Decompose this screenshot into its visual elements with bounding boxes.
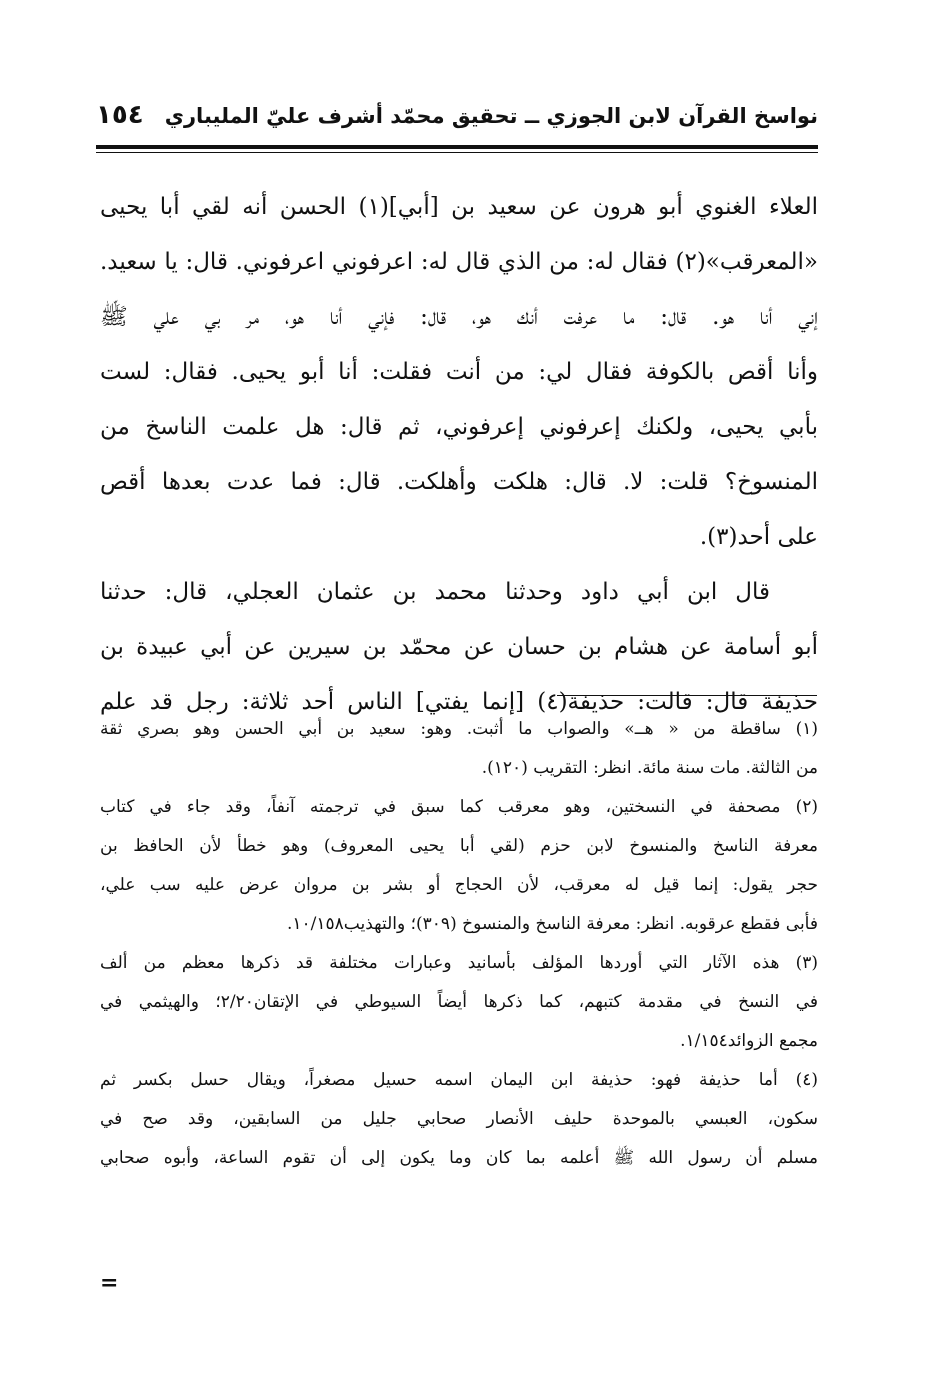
body-line: إني أنا هو. قال: ما عرفت أنك هو، قال: فإني أنا هو، مر بي علي ﷺ bbox=[100, 304, 818, 330]
body-line: حذيفة قال: قالت: حذيفة(٤) [إنما يفتي] الناس أحد ثلاثة: رجل قد علم bbox=[100, 689, 818, 715]
footnote-separator bbox=[557, 695, 817, 696]
footnote-line: سكون، العبسي بالموحدة حليف الأنصار صحابي جليل من السابقين، وقد صح في bbox=[100, 1109, 818, 1129]
header-rule-thick bbox=[96, 145, 818, 149]
body-line: على أحد(٣). bbox=[699, 524, 818, 550]
footnote-line: (١) ساقطة من « هــ» والصواب ما أثبت. وهو: سعيد بن أبي الحسن وهو بصري ثقة bbox=[100, 719, 818, 739]
body-line: أبو أسامة عن هشام بن حسان عن محمّد بن سيرين عن أبي عبيدة بن bbox=[100, 634, 818, 660]
footnote-line: معرفة الناسخ والمنسوخ لابن حزم (لقي أبا يحيى المعروف) وهو خطأ لأن الحافظ بن bbox=[100, 836, 818, 856]
footnotes bbox=[100, 710, 818, 1178]
footnote-line: مسلم أن رسول الله ﷺ أعلمه بما كان وما يكون إلى أن تقوم الساعة، وأبوه صحابي bbox=[100, 1148, 818, 1168]
footnote-line: (٤) أما حذيفة فهو: حذيفة ابن اليمان اسمه حسيل مصغراً، ويقال حسل بكسر ثم bbox=[100, 1070, 818, 1090]
body-line: وأنا أقص بالكوفة فقال لي: من أنت فقلت: أنا أبو يحيى. فقال: لست bbox=[100, 359, 818, 385]
running-title: نواسخ القرآن لابن الجوزي ــ تحقيق محمّد أشرف عليّ المليباري bbox=[164, 104, 818, 128]
footnote-line: حجر يقول: إنما قيل له معرقب، لأن الحجاج أو بشر بن مروان عرض عليه سب علي، bbox=[100, 875, 818, 895]
body-line: «المعرقب»(٢) فقال له: من الذي قال له: اعرفوني اعرفوني. قال: يا سعيد. bbox=[100, 249, 818, 275]
footnote-line: من الثالثة. مات سنة مائة. انظر: التقريب (١٢٠). bbox=[481, 758, 818, 778]
continuation-mark: = bbox=[100, 1270, 119, 1296]
header-rule-thin bbox=[96, 152, 818, 153]
footnote-line: (٣) هذه الآثار التي أوردها المؤلف بأسانيد وعبارات مختلفة قد ذكرها معظم من ألف bbox=[100, 953, 818, 973]
page-number: ١٥٤ bbox=[96, 100, 144, 130]
main-text bbox=[100, 180, 818, 730]
footnote-line: مجمع الزوائد١/١٥٤. bbox=[680, 1031, 818, 1051]
footnote-line: (٢) مصحفة في النسختين، وهو معرقب كما سبق في ترجمته آنفاً، وقد جاء في كتاب bbox=[100, 797, 818, 817]
page-header bbox=[96, 100, 818, 142]
body-line: العلاء الغنوي أبو هرون عن سعيد بن [أبي](١) الحسن أنه لقي أبا يحيى bbox=[100, 194, 818, 220]
body-line: المنسوخ؟ قلت: لا. قال: هلكت وأهلكت. قال: فما عدت بعدها أقص bbox=[100, 469, 818, 495]
footnote-line: فأبى فقطع عرقوبه. انظر: معرفة الناسخ والمنسوخ (٣٠٩)؛ والتهذيب١٠/١٥٨. bbox=[286, 914, 818, 934]
footnote-line: في النسخ في مقدمة كتبهم، كما ذكرها أيضاً السيوطي في الإتقان٢/٢٠؛ والهيثمي في bbox=[100, 992, 818, 1012]
body-line: قال ابن أبي داود وحدثنا محمد بن عثمان العجلي، قال: حدثنا bbox=[100, 579, 770, 605]
body-line: بأبي يحيى، ولكنك إعرفوني إعرفوني، ثم قال: هل علمت الناسخ من bbox=[100, 414, 818, 440]
